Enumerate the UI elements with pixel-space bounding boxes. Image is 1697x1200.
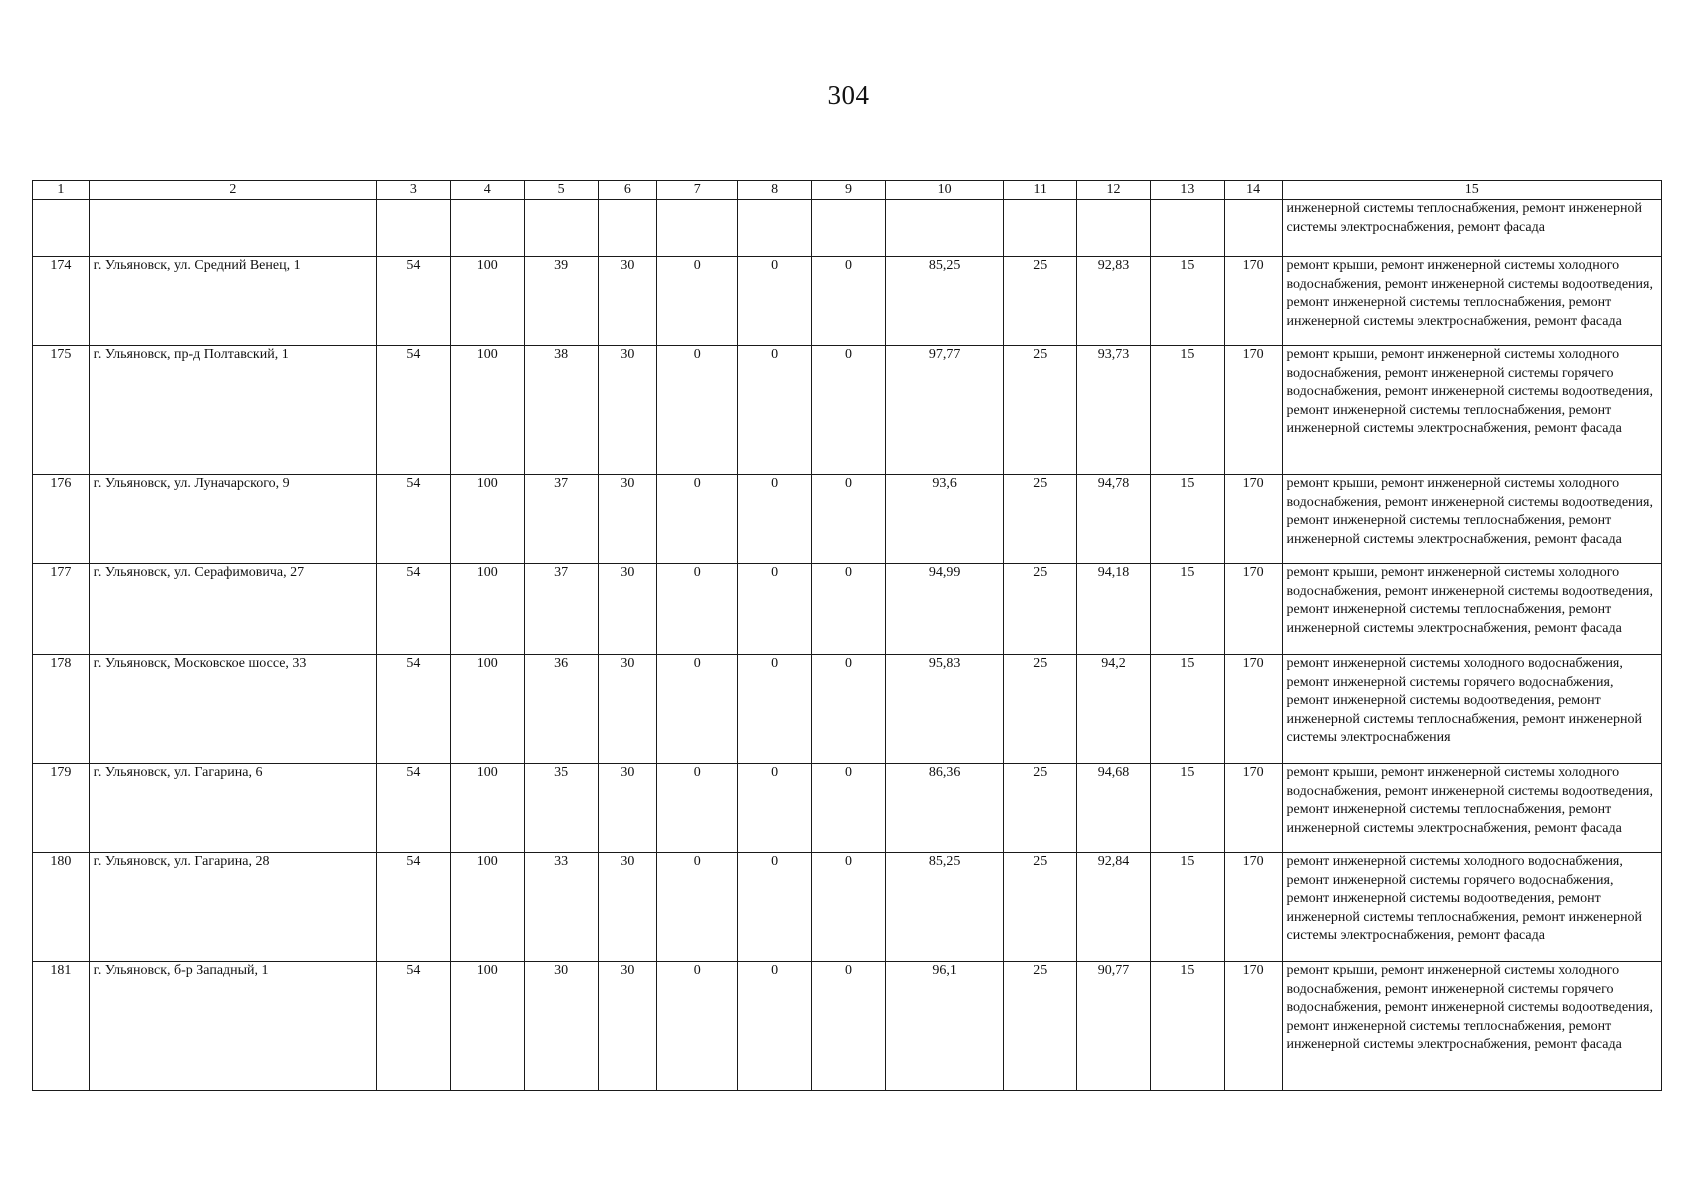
cell-col14: 170	[1224, 655, 1282, 764]
cell-col14: 170	[1224, 257, 1282, 346]
cell-works: ремонт инженерной системы холодного водоснабжения, ремонт инженерной системы горячего водоснабжения, ремонт инженерной системы водоотведения, ремонт инженерной системы теплоснабжения, ремонт инженерной системы электроснабжения, ремонт фасада	[1282, 853, 1661, 962]
cell-row-number: 178	[33, 655, 90, 764]
cell-col3: 54	[377, 257, 451, 346]
cell-col7: 0	[657, 564, 738, 655]
cell-col8: 0	[738, 346, 812, 475]
cell-col12: 94,78	[1077, 475, 1151, 564]
cell-works: ремонт крыши, ремонт инженерной системы холодного водоснабжения, ремонт инженерной системы водоотведения, ремонт инженерной системы теплоснабжения, ремонт инженерной системы электроснабжения, ремонт фасада	[1282, 475, 1661, 564]
cell-col12: 92,84	[1077, 853, 1151, 962]
cell-col13: 15	[1150, 655, 1224, 764]
cell-col6: 30	[598, 346, 657, 475]
cell-col9: 0	[812, 962, 886, 1091]
cell-empty	[1150, 200, 1224, 257]
cell-col13: 15	[1150, 257, 1224, 346]
cell-col4: 100	[450, 257, 524, 346]
cell-col12: 90,77	[1077, 962, 1151, 1091]
table-row-continuation	[33, 200, 1662, 257]
cell-row-number: 180	[33, 853, 90, 962]
cell-col9: 0	[812, 257, 886, 346]
cell-works: ремонт крыши, ремонт инженерной системы холодного водоснабжения, ремонт инженерной системы горячего водоснабжения, ремонт инженерной системы водоотведения, ремонт инженерной системы теплоснабжения, ремонт инженерной системы электроснабжения, ремонт фасада	[1282, 346, 1661, 475]
cell-col5: 39	[524, 257, 598, 346]
cell-col10: 94,99	[885, 564, 1003, 655]
cell-col10: 85,25	[885, 257, 1003, 346]
cell-col10: 95,83	[885, 655, 1003, 764]
cell-col5: 30	[524, 962, 598, 1091]
cell-col6: 30	[598, 475, 657, 564]
cell-col12: 94,18	[1077, 564, 1151, 655]
cell-address: г. Ульяновск, ул. Средний Венец, 1	[89, 257, 376, 346]
page-number: 304	[827, 80, 870, 110]
cell-col9: 0	[812, 475, 886, 564]
table-row	[33, 564, 1662, 655]
cell-col13: 15	[1150, 475, 1224, 564]
cell-col4: 100	[450, 346, 524, 475]
cell-row-number: 174	[33, 257, 90, 346]
cell-col6: 30	[598, 962, 657, 1091]
cell-col14: 170	[1224, 853, 1282, 962]
cell-empty	[812, 200, 886, 257]
cell-row-number: 181	[33, 962, 90, 1091]
column-header: 1	[33, 181, 90, 200]
column-header: 7	[657, 181, 738, 200]
cell-row-number: 177	[33, 564, 90, 655]
cell-col8: 0	[738, 475, 812, 564]
cell-col4: 100	[450, 962, 524, 1091]
cell-col5: 33	[524, 853, 598, 962]
cell-col11: 25	[1004, 655, 1077, 764]
cell-col3: 54	[377, 962, 451, 1091]
cell-col3: 54	[377, 853, 451, 962]
cell-col6: 30	[598, 564, 657, 655]
cell-row-number: 175	[33, 346, 90, 475]
cell-address: г. Ульяновск, Московское шоссе, 33	[89, 655, 376, 764]
cell-col14: 170	[1224, 764, 1282, 853]
cell-works: инженерной системы теплоснабжения, ремонт инженерной системы электроснабжения, ремонт фасада	[1282, 200, 1661, 257]
cell-col4: 100	[450, 655, 524, 764]
cell-col3: 54	[377, 764, 451, 853]
cell-empty	[377, 200, 451, 257]
cell-row-number: 179	[33, 764, 90, 853]
housing-repair-table	[32, 180, 1662, 1091]
cell-col4: 100	[450, 475, 524, 564]
cell-col7: 0	[657, 655, 738, 764]
cell-empty	[1224, 200, 1282, 257]
cell-col7: 0	[657, 475, 738, 564]
cell-col7: 0	[657, 257, 738, 346]
cell-col4: 100	[450, 564, 524, 655]
cell-col5: 38	[524, 346, 598, 475]
cell-col6: 30	[598, 655, 657, 764]
cell-col8: 0	[738, 764, 812, 853]
column-header: 12	[1077, 181, 1151, 200]
table-row	[33, 853, 1662, 962]
cell-col14: 170	[1224, 962, 1282, 1091]
cell-col13: 15	[1150, 564, 1224, 655]
column-header: 6	[598, 181, 657, 200]
column-header: 9	[812, 181, 886, 200]
cell-col8: 0	[738, 853, 812, 962]
table-row	[33, 764, 1662, 853]
cell-col10: 93,6	[885, 475, 1003, 564]
cell-col3: 54	[377, 564, 451, 655]
cell-col5: 37	[524, 475, 598, 564]
cell-address: г. Ульяновск, ул. Серафимовича, 27	[89, 564, 376, 655]
cell-empty	[1004, 200, 1077, 257]
column-header: 11	[1004, 181, 1077, 200]
column-header: 4	[450, 181, 524, 200]
column-header: 15	[1282, 181, 1661, 200]
cell-empty	[89, 200, 376, 257]
cell-empty	[33, 200, 90, 257]
column-header: 5	[524, 181, 598, 200]
cell-works: ремонт крыши, ремонт инженерной системы холодного водоснабжения, ремонт инженерной системы водоотведения, ремонт инженерной системы теплоснабжения, ремонт инженерной системы электроснабжения, ремонт фасада	[1282, 564, 1661, 655]
cell-col11: 25	[1004, 257, 1077, 346]
cell-address: г. Ульяновск, ул. Луначарского, 9	[89, 475, 376, 564]
cell-col9: 0	[812, 346, 886, 475]
table-row	[33, 655, 1662, 764]
column-header: 2	[89, 181, 376, 200]
cell-col11: 25	[1004, 475, 1077, 564]
column-number-header-row	[33, 181, 1662, 200]
cell-col14: 170	[1224, 475, 1282, 564]
cell-col14: 170	[1224, 564, 1282, 655]
cell-col14: 170	[1224, 346, 1282, 475]
cell-works: ремонт крыши, ремонт инженерной системы холодного водоснабжения, ремонт инженерной системы горячего водоснабжения, ремонт инженерной системы водоотведения, ремонт инженерной системы теплоснабжения, ремонт инженерной системы электроснабжения, ремонт фасада	[1282, 962, 1661, 1091]
table-row	[33, 346, 1662, 475]
cell-col11: 25	[1004, 853, 1077, 962]
cell-col3: 54	[377, 346, 451, 475]
cell-empty	[524, 200, 598, 257]
cell-col10: 86,36	[885, 764, 1003, 853]
cell-works: ремонт крыши, ремонт инженерной системы холодного водоснабжения, ремонт инженерной системы водоотведения, ремонт инженерной системы теплоснабжения, ремонт инженерной системы электроснабжения, ремонт фасада	[1282, 764, 1661, 853]
cell-empty	[738, 200, 812, 257]
cell-col3: 54	[377, 475, 451, 564]
cell-col8: 0	[738, 564, 812, 655]
cell-col7: 0	[657, 764, 738, 853]
cell-col10: 97,77	[885, 346, 1003, 475]
cell-col7: 0	[657, 346, 738, 475]
cell-col12: 93,73	[1077, 346, 1151, 475]
cell-empty	[657, 200, 738, 257]
cell-col5: 37	[524, 564, 598, 655]
table-row	[33, 257, 1662, 346]
cell-col4: 100	[450, 764, 524, 853]
cell-col13: 15	[1150, 764, 1224, 853]
cell-col12: 94,68	[1077, 764, 1151, 853]
cell-empty	[450, 200, 524, 257]
cell-address: г. Ульяновск, ул. Гагарина, 28	[89, 853, 376, 962]
cell-col7: 0	[657, 962, 738, 1091]
cell-works: ремонт инженерной системы холодного водоснабжения, ремонт инженерной системы горячего водоснабжения, ремонт инженерной системы водоотведения, ремонт инженерной системы теплоснабжения, ремонт инженерной системы электроснабжения	[1282, 655, 1661, 764]
cell-col5: 36	[524, 655, 598, 764]
cell-col13: 15	[1150, 346, 1224, 475]
cell-col13: 15	[1150, 853, 1224, 962]
cell-col11: 25	[1004, 764, 1077, 853]
column-header: 10	[885, 181, 1003, 200]
cell-address: г. Ульяновск, пр-д Полтавский, 1	[89, 346, 376, 475]
cell-col11: 25	[1004, 346, 1077, 475]
cell-row-number: 176	[33, 475, 90, 564]
cell-col6: 30	[598, 853, 657, 962]
cell-col11: 25	[1004, 962, 1077, 1091]
cell-col6: 30	[598, 257, 657, 346]
cell-col7: 0	[657, 853, 738, 962]
cell-col8: 0	[738, 655, 812, 764]
cell-col9: 0	[812, 853, 886, 962]
cell-col13: 15	[1150, 962, 1224, 1091]
cell-col3: 54	[377, 655, 451, 764]
cell-col6: 30	[598, 764, 657, 853]
cell-col8: 0	[738, 257, 812, 346]
cell-col4: 100	[450, 853, 524, 962]
table-row	[33, 962, 1662, 1091]
cell-col5: 35	[524, 764, 598, 853]
cell-empty	[598, 200, 657, 257]
cell-col10: 96,1	[885, 962, 1003, 1091]
cell-address: г. Ульяновск, ул. Гагарина, 6	[89, 764, 376, 853]
cell-address: г. Ульяновск, б-р Западный, 1	[89, 962, 376, 1091]
cell-col8: 0	[738, 962, 812, 1091]
cell-works: ремонт крыши, ремонт инженерной системы холодного водоснабжения, ремонт инженерной системы водоотведения, ремонт инженерной системы теплоснабжения, ремонт инженерной системы электроснабжения, ремонт фасада	[1282, 257, 1661, 346]
cell-col10: 85,25	[885, 853, 1003, 962]
cell-empty	[885, 200, 1003, 257]
column-header: 3	[377, 181, 451, 200]
cell-col9: 0	[812, 655, 886, 764]
column-header: 13	[1150, 181, 1224, 200]
cell-col11: 25	[1004, 564, 1077, 655]
cell-empty	[1077, 200, 1151, 257]
column-header: 8	[738, 181, 812, 200]
cell-col12: 94,2	[1077, 655, 1151, 764]
cell-col9: 0	[812, 764, 886, 853]
cell-col12: 92,83	[1077, 257, 1151, 346]
cell-col9: 0	[812, 564, 886, 655]
table-row	[33, 475, 1662, 564]
column-header: 14	[1224, 181, 1282, 200]
